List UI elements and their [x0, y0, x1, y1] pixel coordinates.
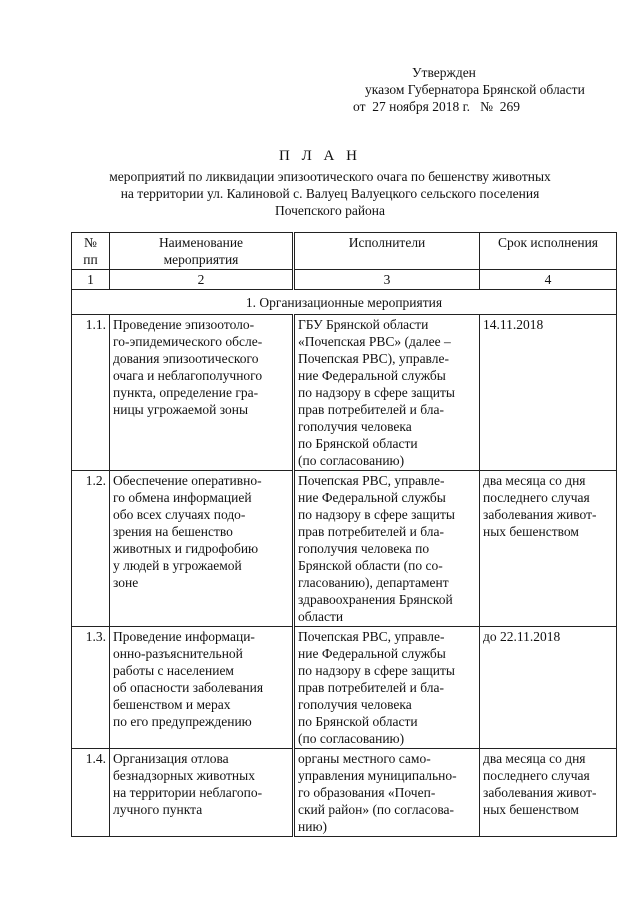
row-name-line: го обмена информацией [113, 490, 252, 505]
col-number-1: 1 [72, 270, 110, 290]
row-executors-line: ГБУ Брянской области [298, 317, 429, 332]
row-executors-line: Брянской области (по со- [298, 558, 443, 573]
row-term [480, 749, 617, 837]
column-number-row [72, 270, 617, 290]
row-name [110, 627, 294, 749]
row-executors-line: ние Федеральной службы [298, 490, 446, 505]
row-executors [294, 627, 480, 749]
row-term-line: заболевания живот- [483, 785, 597, 800]
row-name-line: по его предупреждению [113, 714, 252, 729]
row-executors-line: гополучия человека по [298, 541, 430, 556]
header-exec: Исполнители [294, 233, 480, 270]
document-title: П Л А Н [279, 148, 361, 164]
row-name-line: у людей в угрожаемой [113, 558, 242, 573]
row-executors-line: прав потребителей и бла- [298, 524, 444, 539]
row-term-line: 14.11.2018 [483, 317, 544, 332]
row-name-line: Проведение информаци- [113, 629, 255, 644]
header-name-line-1: Наименование [158, 235, 244, 250]
row-term-line: заболевания живот- [483, 507, 597, 522]
row-name-line: зрения на бешенство [113, 524, 233, 539]
row-number: 1.3. [72, 627, 110, 749]
row-executors-line: области [298, 609, 344, 624]
subtitle-line-3: Почепского района [274, 203, 386, 218]
row-name-line: об опасности заболевания [113, 680, 264, 695]
row-name [110, 749, 294, 837]
plan-rows [72, 315, 617, 837]
row-executors-line: (по согласованию) [298, 731, 405, 746]
row-name-line: лучного пункта [113, 802, 203, 817]
approval-line-3: от 27 ноября 2018 г. № 269 [353, 99, 520, 114]
row-name-line: Организация отлова [113, 751, 229, 766]
row-name-line: дования эпизоотического [113, 351, 259, 366]
row-executors-line: Почепская РВС, управле- [298, 629, 445, 644]
row-name-line: бешенством и мерах [113, 697, 231, 712]
row-executors-line: здравоохранения Брянской [298, 592, 453, 607]
row-name-line: Обеспечение оперативно- [113, 473, 262, 488]
row-executors-line: «Почепская РВС» (далее – [298, 334, 451, 349]
row-name-line: очага и неблагополучного [113, 368, 263, 383]
row-executors-line: по Брянской области [298, 714, 418, 729]
row-number: 1.2. [72, 471, 110, 627]
row-name-line: ницы угрожаемой зоны [113, 402, 249, 417]
row-executors-line: органы местного само- [298, 751, 431, 766]
row-term [480, 627, 617, 749]
row-name [110, 315, 294, 471]
col-number-4: 4 [480, 270, 617, 290]
row-name-line: пункта, определение гра- [113, 385, 259, 400]
row-executors-line: ние Федеральной службы [298, 646, 446, 661]
approval-line-1: Утвержден [412, 65, 476, 80]
table-row [72, 471, 617, 627]
row-name [110, 471, 294, 627]
header-name [110, 233, 294, 270]
table-row [72, 627, 617, 749]
row-executors-line: управления муниципально- [298, 768, 457, 783]
subtitle-line-1: мероприятий по ликвидации эпизоотического очага по бешенству животных [109, 169, 551, 184]
row-executors-line: по надзору в сфере защиты [298, 385, 455, 400]
approval-block [0, 64, 640, 115]
plan-table [71, 232, 617, 837]
row-executors-line: прав потребителей и бла- [298, 680, 444, 695]
row-number: 1.4. [72, 749, 110, 837]
table-row [72, 315, 617, 471]
table-row [72, 749, 617, 837]
row-executors-line: Почепская РВС, управле- [298, 473, 445, 488]
row-term-line: последнего случая [483, 768, 590, 783]
row-executors-line: по надзору в сфере защиты [298, 507, 455, 522]
row-executors-line: (по согласованию) [298, 453, 405, 468]
row-term [480, 471, 617, 627]
row-executors-line: нию) [298, 819, 328, 834]
row-term-line: два месяца со дня [483, 473, 586, 488]
row-executors [294, 315, 480, 471]
row-name-line: зоне [113, 575, 139, 590]
row-term-line: ных бешенством [483, 524, 579, 539]
row-executors-line: гополучия человека [298, 419, 412, 434]
row-executors-line: Почепская РВС), управле- [298, 351, 449, 366]
header-name-line-2: мероприятия [163, 252, 239, 267]
section-title: 1. Организационные мероприятия [72, 290, 617, 315]
row-name-line: го-эпидемического обсле- [113, 334, 263, 349]
row-name-line: обо всех случаях подо- [113, 507, 246, 522]
row-term [480, 315, 617, 471]
header-num-line-2: пп [83, 252, 98, 267]
col-number-3: 3 [294, 270, 480, 290]
row-executors-line: прав потребителей и бла- [298, 402, 444, 417]
table-header-row [72, 233, 617, 270]
row-term-line: до 22.11.2018 [483, 629, 561, 644]
row-term-line: последнего случая [483, 490, 590, 505]
row-name-line: на территории неблагопо- [113, 785, 263, 800]
row-term-line: ных бешенством [483, 802, 579, 817]
header-num [72, 233, 110, 270]
row-name-line: работы с населением [113, 663, 234, 678]
row-executors-line: гласованию), департамент [298, 575, 449, 590]
row-executors-line: по Брянской области [298, 436, 418, 451]
row-name-line: Проведение эпизоотоло- [113, 317, 255, 332]
section-row [72, 290, 617, 315]
row-executors-line: по надзору в сфере защиты [298, 663, 455, 678]
row-term-line: два месяца со дня [483, 751, 586, 766]
header-num-line-1: № [84, 235, 97, 250]
header-term: Срок исполнения [480, 233, 617, 270]
row-name-line: безнадзорных животных [113, 768, 255, 783]
document-subtitle [80, 168, 580, 219]
row-executors [294, 749, 480, 837]
row-name-line: онно-разъяснительной [113, 646, 243, 661]
row-executors-line: го образования «Почеп- [298, 785, 436, 800]
row-executors [294, 471, 480, 627]
row-executors-line: гополучия человека [298, 697, 412, 712]
row-number: 1.1. [72, 315, 110, 471]
row-executors-line: ский район» (по согласова- [298, 802, 455, 817]
approval-line-2: указом Губернатора Брянской области [365, 82, 585, 97]
row-name-line: животных и гидрофобию [113, 541, 259, 556]
col-number-2: 2 [110, 270, 294, 290]
row-executors-line: ние Федеральной службы [298, 368, 446, 383]
subtitle-line-2: на территории ул. Калиновой с. Валуец Валуецкого сельского поселения [120, 186, 540, 201]
